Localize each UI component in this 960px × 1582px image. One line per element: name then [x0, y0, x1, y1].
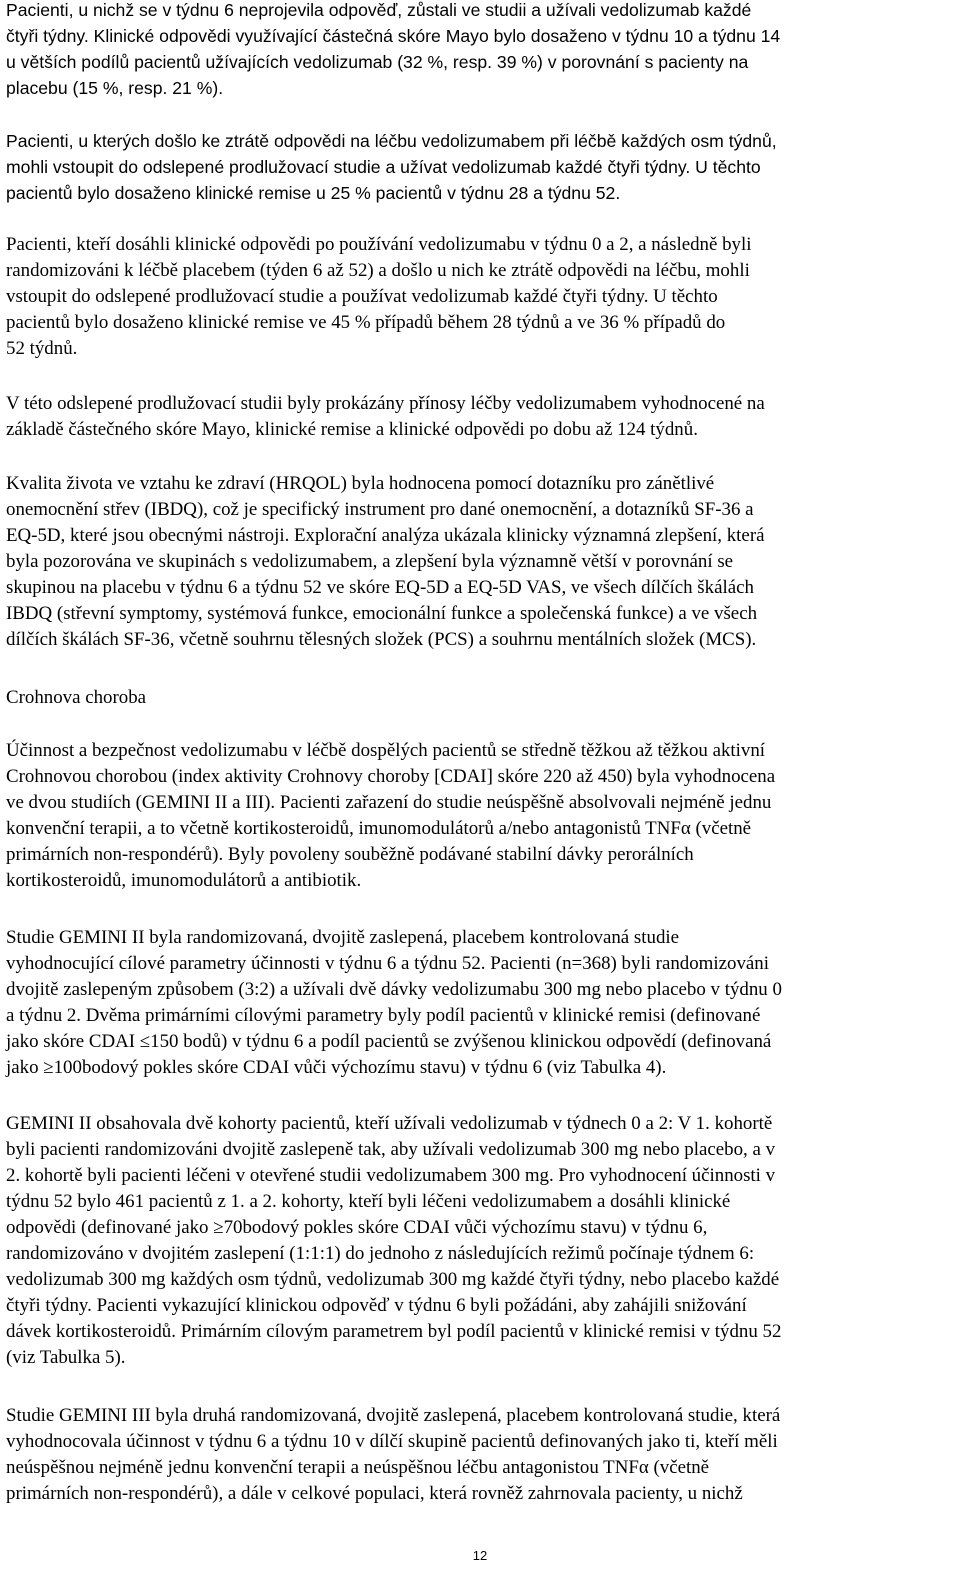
- paragraph-gemini-ii-cohorts: [6, 1111, 781, 1371]
- paragraph-extension-study: [6, 391, 765, 443]
- text-line: čtyři týdny. Klinické odpovědi využívající částečná skóre Mayo bylo dosaženo v týdnu 10 a týdnu 14: [6, 26, 781, 46]
- text-line: neúspěšnou nejméně jednu konvenční terapii a neúspěšnou léčbu antagonistou TNFα (včetně: [6, 1457, 710, 1478]
- text-line: Účinnost a bezpečnost vedolizumabu v léčbě dospělých pacientů se středně těžkou až těžkou aktivní: [6, 740, 766, 761]
- text-line: placebu (15 %, resp. 21 %).: [6, 78, 224, 98]
- text-line: 52 týdnů.: [6, 338, 78, 359]
- paragraph-hrqol: [6, 471, 765, 653]
- text-line: IBDQ (střevní symptomy, systémová funkce, emocionální funkce a společenská funkce) a ve všech: [6, 603, 758, 624]
- text-line: Pacienti, u nichž se v týdnu 6 neprojevila odpověď, zůstali ve studii a užívali vedolizumab každé: [6, 0, 752, 20]
- page-number: 12: [472, 1548, 488, 1563]
- text-line: vedolizumab 300 mg každých osm týdnů, vedolizumab 300 mg každé čtyři týdny, nebo placebo každé: [6, 1269, 780, 1290]
- paragraph-loss-of-response: [6, 128, 777, 206]
- text-line: čtyři týdny. Pacienti vykazující klinickou odpověď v týdnu 6 byli požádáni, aby zahájili snižování: [6, 1295, 747, 1316]
- text-line: EQ-5D, které jsou obecnými nástroji. Explorační analýza ukázala klinicky významná zlepšení, která: [6, 525, 765, 546]
- text-line: primárních non-respondérů), a dále v celkové populaci, která rovněž zahrnovala pacienty, u nichž: [6, 1483, 743, 1504]
- paragraph-gemini-ii: [6, 925, 782, 1081]
- text-line: vstoupit do odslepené prodlužovací studie a používat vedolizumab každé čtyři týdny. U těchto: [6, 286, 718, 307]
- text-line: GEMINI II obsahovala dvě kohorty pacientů, kteří užívali vedolizumab v týdnech 0 a 2: V 1. kohortě: [6, 1113, 773, 1134]
- text-line: Pacienti, u kterých došlo ke ztrátě odpovědi na léčbu vedolizumabem při léčbě každých osm týdnů,: [6, 131, 777, 151]
- paragraph-placebo-randomized: [6, 232, 752, 362]
- text-line: 2. kohortě byli pacienti léčeni v otevřené studii vedolizumabem 300 mg. Pro vyhodnocení účinnosti v: [6, 1165, 776, 1186]
- text-line: ve dvou studiích (GEMINI II a III). Pacienti zařazení do studie neúspěšně absolvovali nejméně jednu: [6, 792, 772, 813]
- text-line: (viz Tabulka 5).: [6, 1347, 126, 1368]
- section-heading: Crohnova choroba: [6, 687, 147, 708]
- text-line: Pacienti, kteří dosáhli klinické odpovědi po používání vedolizumabu v týdnu 0 a 2, a následně byli: [6, 234, 752, 255]
- text-line: a týdnu 2. Dvěma primárními cílovými parametry byly podíl pacientů v klinické remisi (definované: [6, 1005, 761, 1026]
- text-line: dvojitě zaslepeným způsobem (3:2) a užívali dvě dávky vedolizumabu 300 mg nebo placebo v týdnu 0: [6, 979, 782, 1000]
- text-line: byli pacienti randomizováni dvojitě zaslepeně tak, aby užívali vedolizumab 300 mg nebo placebo, a v: [6, 1139, 776, 1160]
- text-line: konvenční terapii, a to včetně kortikosteroidů, imunomodulátorů a/nebo antagonistů TNFα (včetně: [6, 818, 752, 839]
- text-line: týdnu 52 bylo 461 pacientů z 1. a 2. kohorty, kteří byli léčeni vedolizumabem a dosáhli klinické: [6, 1191, 731, 1212]
- text-line: u větších podílů pacientů užívajících vedolizumab (32 %, resp. 39 %) v porovnání s pacienty na: [6, 52, 749, 72]
- text-line: randomizováni k léčbě placebem (týden 6 až 52) a došlo u nich ke ztrátě odpovědi na léčbu, mohli: [6, 260, 750, 281]
- text-line: mohli vstoupit do odslepené prodlužovací studie a užívat vedolizumab každé čtyři týdny. U těchto: [6, 157, 761, 177]
- text-line: vyhodnocující cílové parametry účinnosti v týdnu 6 a týdnu 52. Pacienti (n=368) byli randomizováni: [6, 953, 769, 974]
- text-line: Studie GEMINI II byla randomizovaná, dvojitě zaslepená, placebem kontrolovaná studie: [6, 927, 680, 948]
- text-line: primárních non-respondérů). Byly povoleny souběžně podávané stabilní dávky perorálních: [6, 844, 694, 865]
- text-line: Crohnovou chorobou (index aktivity Crohnovy choroby [CDAI] skóre 220 až 450) byla vyhodnocena: [6, 766, 776, 787]
- text-line: skupinou na placebu v týdnu 6 a týdnu 52 ve skóre EQ-5D a EQ-5D VAS, ve všech dílčích škálách: [6, 577, 754, 598]
- section-heading-crohns: [6, 685, 146, 711]
- paragraph-nonresponders: [6, 0, 780, 101]
- text-line: randomizováno v dvojitém zaslepení (1:1:1) do jednoho z následujících režimů počínaje týdnem 6:: [6, 1243, 755, 1264]
- text-line: onemocnění střev (IBDQ), což je specifický instrument pro dané onemocnění, a dotazníků SF-36 a: [6, 499, 754, 520]
- text-line: dávek kortikosteroidů. Primárním cílovým parametrem byl podíl pacientů v klinické remisi v týdnu 52: [6, 1321, 782, 1342]
- text-line: základě částečného skóre Mayo, klinické remise a klinické odpovědi po dobu až 124 týdnů.: [6, 419, 698, 440]
- text-line: pacientů bylo dosaženo klinické remise u 25 % pacientů v týdnu 28 a týdnu 52.: [6, 183, 621, 203]
- text-line: V této odslepené prodlužovací studii byly prokázány přínosy léčby vedolizumabem vyhodnocené na: [6, 393, 765, 414]
- text-line: kortikosteroidů, imunomodulátorů a antibiotik.: [6, 870, 362, 891]
- text-line: byla pozorována ve skupinách s vedolizumabem, a zlepšení byla významně větší v porovnání se: [6, 551, 734, 572]
- text-line: jako ≥100bodový pokles skóre CDAI vůči výchozímu stavu) v týdnu 6 (viz Tabulka 4).: [6, 1057, 667, 1078]
- paragraph-crohns-efficacy: [6, 738, 775, 894]
- text-line: odpovědi (definované jako ≥70bodový pokles skóre CDAI vůči výchozímu stavu) v týdnu 6,: [6, 1217, 708, 1238]
- text-line: Kvalita života ve vztahu ke zdraví (HRQOL) byla hodnocena pomocí dotazníku pro zánětlivé: [6, 473, 715, 494]
- text-line: vyhodnocovala účinnost v týdnu 6 a týdnu 10 v dílčí skupině pacientů definovaných jako ti, kteří měli: [6, 1431, 778, 1452]
- text-line: dílčích škálách SF-36, včetně souhrnu tělesných složek (PCS) a souhrnu mentálních složek (MCS).: [6, 629, 757, 650]
- paragraph-gemini-iii: [6, 1403, 780, 1507]
- text-line: Studie GEMINI III byla druhá randomizovaná, dvojitě zaslepená, placebem kontrolovaná studie, která: [6, 1405, 781, 1426]
- text-line: pacientů bylo dosaženo klinické remise ve 45 % případů během 28 týdnů a ve 36 % případů do: [6, 312, 726, 333]
- text-line: jako skóre CDAI ≤150 bodů) v týdnu 6 a podíl pacientů se zvýšenou klinickou odpovědí (definovaná: [6, 1031, 772, 1052]
